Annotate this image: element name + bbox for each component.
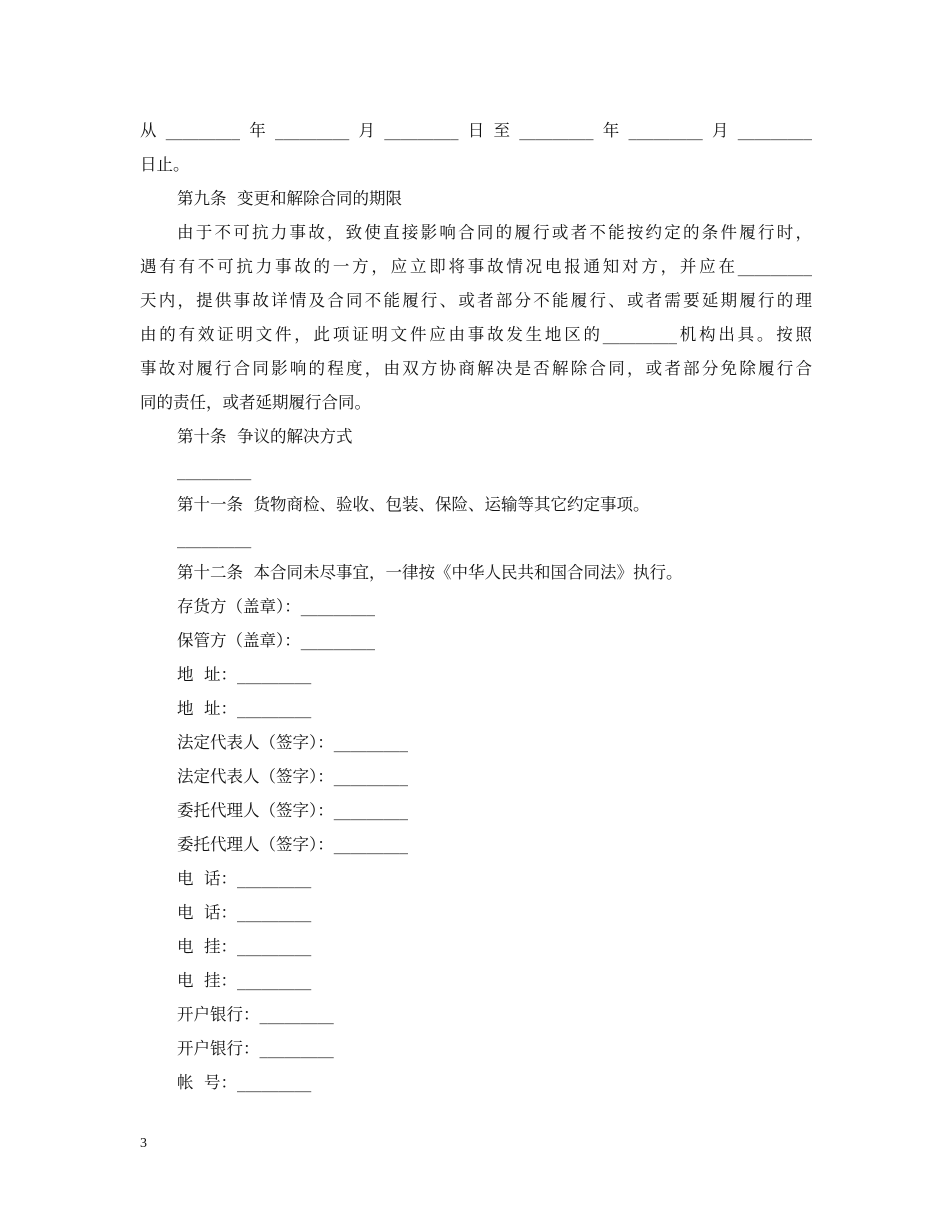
address-field-1: 地 址：_________ <box>177 665 312 684</box>
address-field-2: 地 址：_________ <box>177 699 312 718</box>
bank-field-2: 开户银行：_________ <box>177 1039 334 1058</box>
article-9-text-2: 遇有有不可抗力事故的一方，应立即将事故情况电报通知对方，并应在_________ <box>140 257 812 276</box>
article-9-text-1: 由于不可抗力事故，致使直接影响合同的履行或者不能按约定的条件履行时， <box>177 223 812 242</box>
legal-rep-field-1: 法定代表人（签字）：_________ <box>177 733 408 752</box>
article-9-text-3: 天内，提供事故详情及合同不能履行、或者部分不能履行、或者需要延期履行的理 <box>140 291 812 310</box>
telegram-field-2: 电 挂：_________ <box>177 971 312 990</box>
article-11-blank: _________ <box>177 529 252 548</box>
article-9-text-4: 由的有效证明文件，此项证明文件应由事故发生地区的_________机构出具。按照 <box>140 325 812 344</box>
article-9-text-5: 事故对履行合同影响的程度，由双方协商解决是否解除合同，或者部分免除履行合 <box>140 359 812 378</box>
article-10-blank: _________ <box>177 461 252 480</box>
account-field: 帐 号：_________ <box>177 1073 312 1092</box>
legal-rep-field-2: 法定代表人（签字）：_________ <box>177 767 408 786</box>
telegram-field-1: 电 挂：_________ <box>177 937 312 956</box>
custodian-seal-field: 保管方（盖章）：_________ <box>177 631 375 650</box>
period-line: 从_________年_________月_________日至_________年_________月_________ <box>140 121 812 140</box>
article-10-heading: 第十条 争议的解决方式 <box>177 427 353 446</box>
phone-field-2: 电 话：_________ <box>177 903 312 922</box>
phone-field-1: 电 话：_________ <box>177 869 312 888</box>
article-11-heading: 第十一条 货物商检、验收、包装、保险、运输等其它约定事项。 <box>177 495 650 514</box>
bank-field-1: 开户银行：_________ <box>177 1005 334 1024</box>
article-12-text: 第十二条 本合同未尽事宜，一律按《中华人民共和国合同法》执行。 <box>177 563 683 582</box>
depositor-seal-field: 存货方（盖章）：_________ <box>177 597 375 616</box>
page-number: 3 <box>140 1136 147 1151</box>
agent-field-2: 委托代理人（签字）：_________ <box>177 835 408 854</box>
article-9-text-6: 同的责任，或者延期履行合同。 <box>140 393 371 412</box>
article-9-heading: 第九条 变更和解除合同的期限 <box>177 189 402 208</box>
period-line-end: 日止。 <box>140 155 190 174</box>
agent-field-1: 委托代理人（签字）：_________ <box>177 801 408 820</box>
